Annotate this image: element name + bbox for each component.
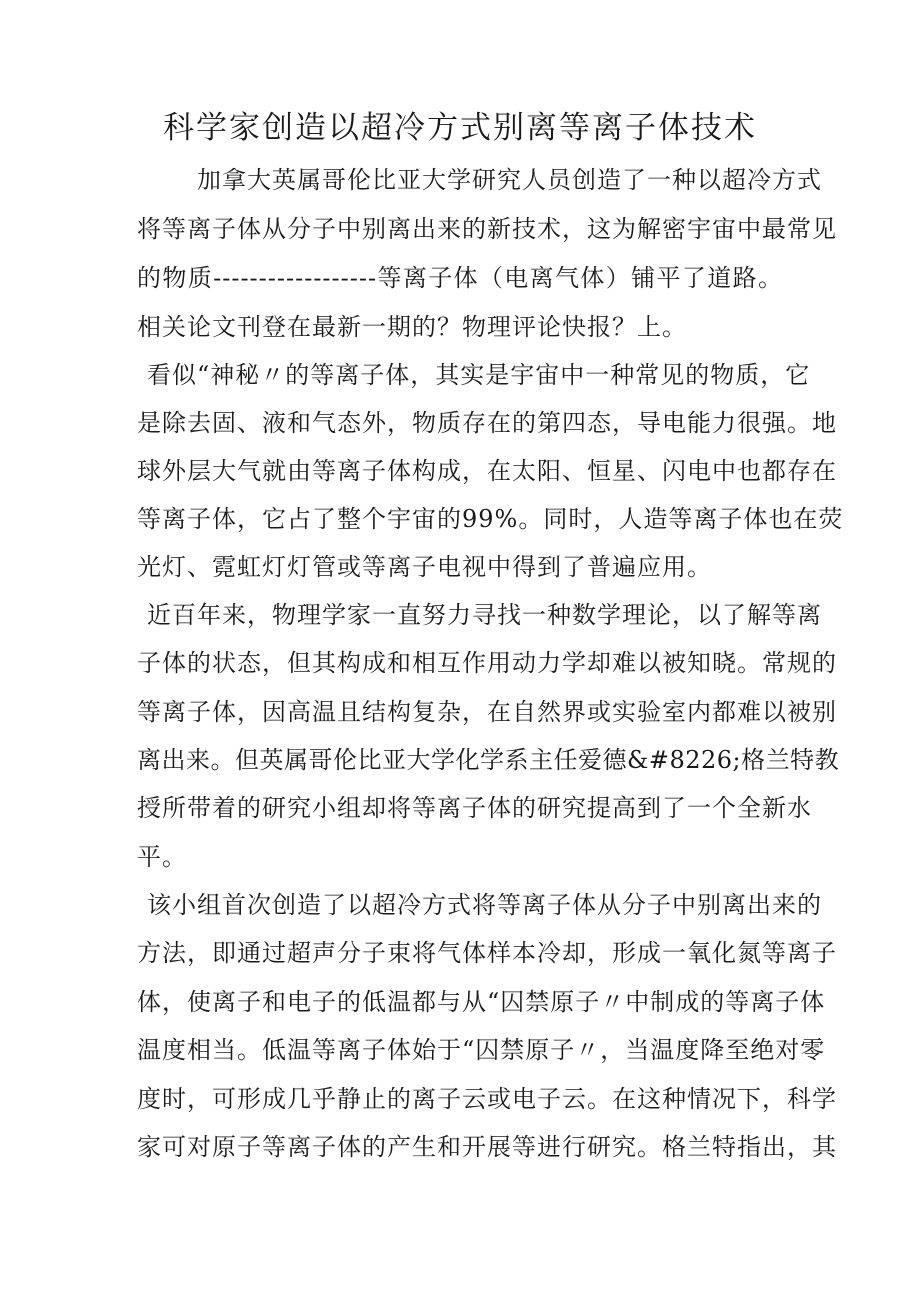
paragraph-line: 的物质------------------等离子体（电离气体）铺平了道路。	[137, 264, 783, 292]
document-title: 科学家创造以超冷方式别离等离子体技术	[163, 110, 757, 146]
paragraph-line: 等离子体，它占了整个宇宙的99%。同时，人造等离子体也在荧	[137, 505, 844, 533]
paragraph-line: 家可对原子等离子体的产生和开展等进行研究。格兰特指出，其	[137, 1133, 837, 1161]
paragraph-line: 将等离子体从分子中别离出来的新技术，这为解密宇宙中最常见	[137, 215, 837, 243]
paragraph-line: 方法，即通过超声分子束将气体样本冷却，形成一氧化氮等离子	[137, 939, 837, 967]
paragraph-line: 近百年来，物理学家一直努力寻找一种数学理论，以了解等离	[147, 601, 822, 629]
paragraph-line: 等离子体，因高温且结构复杂，在自然界或实验室内都难以被别	[137, 698, 837, 726]
paragraph-line: 是除去固、液和气态外，物质存在的第四态，导电能力很强。地	[137, 409, 837, 437]
paragraph-line: 温度相当。低温等离子体始于“囚禁原子〃，当温度降至绝对零	[137, 1036, 826, 1064]
paragraph-line: 平。	[137, 843, 187, 871]
paragraph-line: 子体的状态，但其构成和相互作用动力学却难以被知晓。常规的	[137, 649, 837, 677]
paragraph-line: 看似“神秘〃的等离子体，其实是宇宙中一种常见的物质，它	[147, 361, 811, 389]
paragraph-line: 体，使离子和电子的低温都与从“囚禁原子〃中制成的等离子体	[137, 988, 826, 1016]
paragraph-line: 球外层大气就由等离子体构成，在太阳、恒星、闪电中也都存在	[137, 457, 837, 485]
paragraph-line: 加拿大英属哥伦比亚大学研究人员创造了一种以超冷方式	[197, 166, 822, 194]
paragraph-line: 光灯、霓虹灯灯管或等离子电视中得到了普遍应用。	[137, 553, 712, 581]
paragraph-line: 该小组首次创造了以超冷方式将等离子体从分子中别离出来的	[147, 891, 822, 919]
paragraph-line: 相关论文刊登在最新一期的？物理评论快报？上。	[137, 313, 687, 341]
paragraph-line: 授所带着的研究小组却将等离子体的研究提高到了一个全新水	[137, 794, 812, 822]
paragraph-line: 度时，可形成几乎静止的离子云或电子云。在这种情况下，科学	[137, 1085, 837, 1113]
paragraph-line: 离出来。但英属哥伦比亚大学化学系主任爱德&#8226;格兰特教	[137, 746, 840, 774]
